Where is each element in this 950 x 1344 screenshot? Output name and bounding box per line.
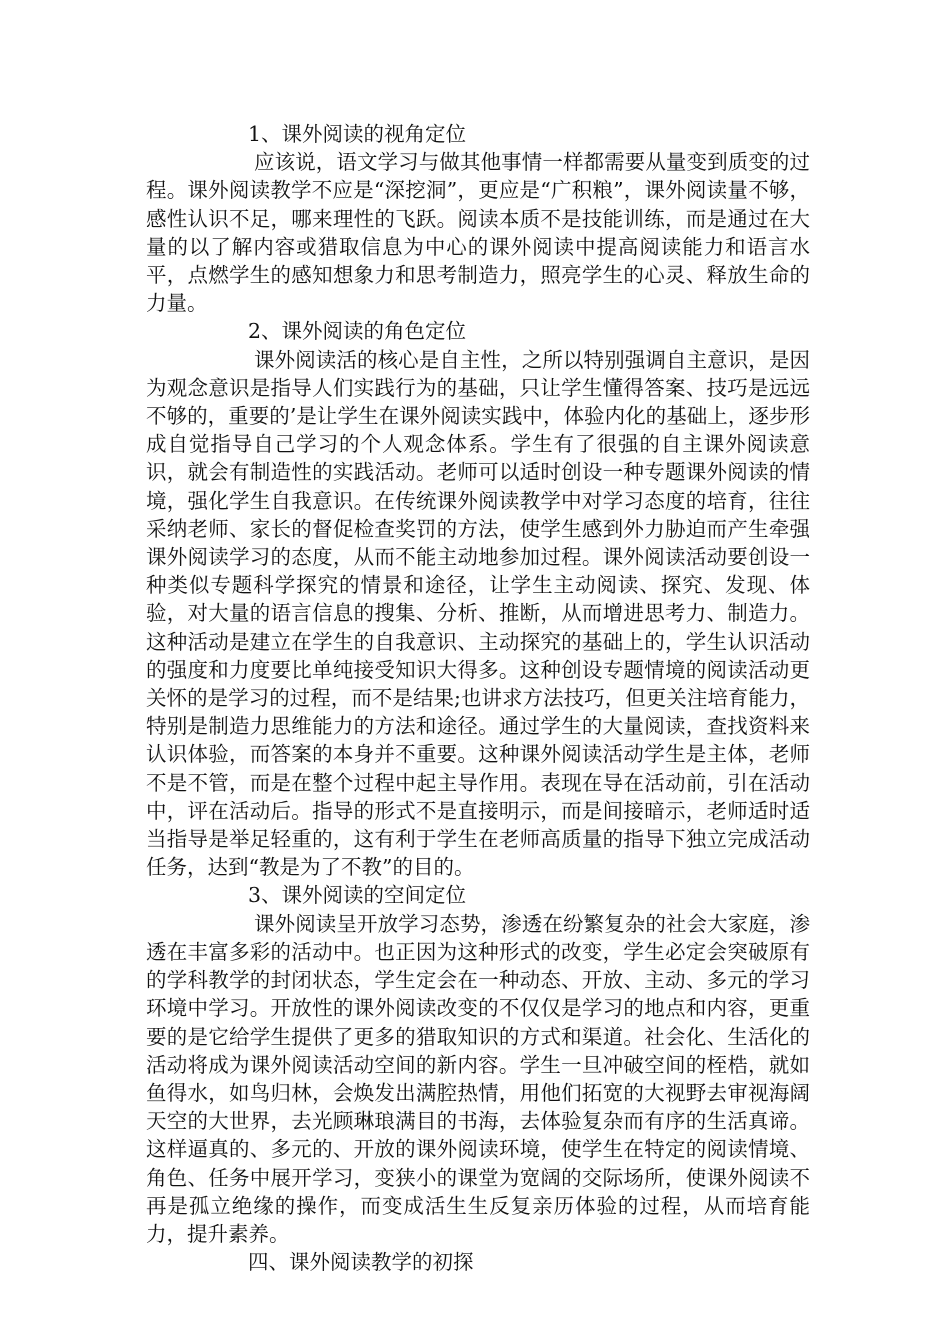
heading-role: 2、课外阅读的角色定位: [248, 319, 467, 344]
heading-section-four: 四、课外阅读教学的初探: [248, 1250, 474, 1275]
document-page: [146, 120, 810, 1276]
paragraph-viewpoint: 应该说，语文学习与做其他事情一样都需要从量变到质变的过程。课外阅读教学不应是“深挖洞”，更应是“广积粮”，课外阅读量不够，感性认识不足，哪来理性的飞跃。阅读本质不是技能训练，而是通过在大量的以了解内容或猎取信息为中心的课外阅读中提高阅读能力和语言水平，点燃学生的感知想象力和思考制造力，照亮学生的心灵、释放生命的力量。: [146, 150, 810, 316]
paragraph-space: 课外阅读呈开放学习态势，渗透在纷繁复杂的社会大家庭，渗透在丰富多彩的活动中。也正因为这种形式的改变，学生必定会突破原有的学科教学的封闭状态，学生定会在一种动态、开放、主动、多元的学习环境中学习。开放性的课外阅读改变的不仅仅是学习的地点和内容，更重要的是它给学生提供了更多的猎取知识的方式和渠道。社会化、生活化的活动将成为课外阅读活动空间的新内容。学生一旦冲破空间的桎梏，就如鱼得水，如鸟归林，会焕发出满腔热情，用他们拓宽的大视野去审视海阔天空的大世界，去光顾琳琅满目的书海，去体验复杂而有序的生活真谛。这样逼真的、多元的、开放的课外阅读环境，使学生在特定的阅读情境、角色、任务中展开学习，变狭小的课堂为宽阔的交际场所，使课外阅读不再是孤立绝缘的操作，而变成活生生反复亲历体验的过程，从而培育能力，提升素养。: [146, 911, 810, 1246]
paragraph-role: 课外阅读活的核心是自主性，之所以特别强调自主意识，是因为观念意识是指导人们实践行为的基础，只让学生懂得答案、技巧是远远不够的，重要的’是让学生在课外阅读实践中，体验内化的基础上，逐步形成自觉指导自己学习的个人观念体系。学生有了很强的自主课外阅读意识，就会有制造性的实践活动。老师可以适时创设一种专题课外阅读的情境，强化学生自我意识。在传统课外阅读教学中对学习态度的培育，往往采纳老师、家长的督促检查奖罚的方法，使学生感到外力胁迫而产生牵强课外阅读学习的态度，从而不能主动地参加过程。课外阅读活动要创设一种类似专题科学探究的情景和途径，让学生主动阅读、探究、发现、体验，对大量的语言信息的搜集、分析、推断，从而增进思考力、制造力。这种活动是建立在学生的自我意识、主动探究的基础上的，学生认识活动的强度和力度要比单纯接受知识大得多。这种创设专题情境的阅读活动更关怀的是学习的过程，而不是结果;也讲求方法技巧，但更关注培育能力，特别是制造力思维能力的方法和途径。通过学生的大量阅读，查找资料来认识体验，而答案的本身并不重要。这种课外阅读活动学生是主体，老师不是不管，而是在整个过程中起主导作用。表现在导在活动前，引在活动中，评在活动后。指导的形式不是直接明示，而是间接暗示，老师适时适当指导是举足轻重的，这有利于学生在老师高质量的指导下独立完成活动任务，达到“教是为了不教”的目的。: [146, 347, 810, 880]
heading-space: 3、课外阅读的空间定位: [248, 883, 467, 908]
heading-viewpoint: 1、课外阅读的视角定位: [248, 122, 467, 146]
